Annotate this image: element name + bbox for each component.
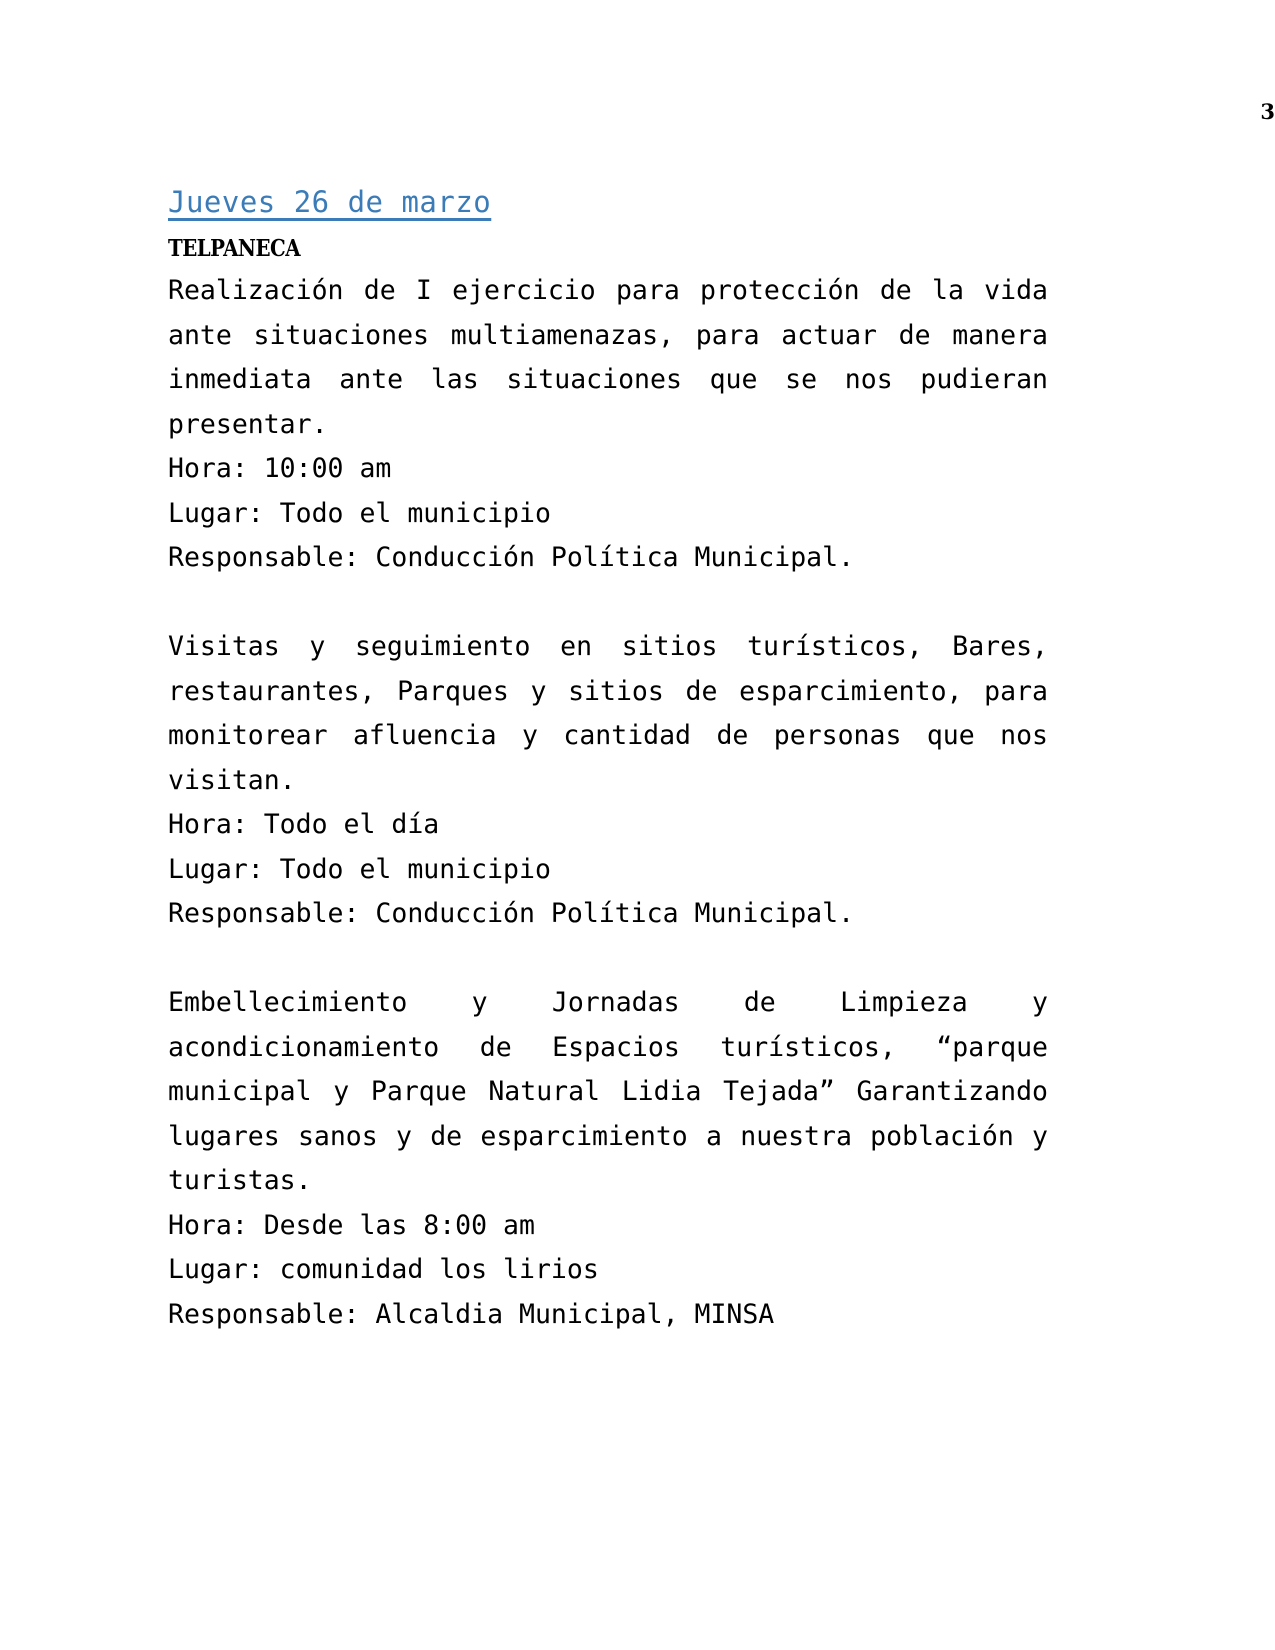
document-body — [168, 182, 1048, 1337]
activity-description: Visitas y seguimiento en sitios turísticos, Bares, restaurantes, Parques y sitios de esparcimiento, para monitorear afluencia y cantidad de personas que nos visitan. — [168, 631, 1048, 796]
activity-description: Embellecimiento y Jornadas de Limpieza y acondicionamiento de Espacios turísticos, “parque municipal y Parque Natural Lidia Tejada” Garantizando lugares sanos y de esparcimiento a nuestra población y turistas. — [168, 987, 1048, 1196]
activity-block — [168, 625, 1048, 937]
activity-responsable: Responsable: Conducción Política Municipal. — [168, 542, 855, 573]
activity-hora: Hora: 10:00 am — [168, 453, 392, 484]
activity-block — [168, 269, 1048, 581]
activity-hora: Hora: Desde las 8:00 am — [168, 1209, 535, 1241]
block-spacer — [168, 581, 1048, 626]
date-heading: Jueves 26 de marzo — [168, 185, 492, 219]
date-heading-row — [168, 182, 1048, 229]
page-number: 3 — [1260, 99, 1275, 124]
activity-description: Realización de I ejercicio para protección de la vida ante situaciones multiamenazas, para actuar de manera inmediata ante las situaciones que se nos pudieran presentar. — [168, 275, 1048, 440]
activity-lugar: Lugar: Todo el municipio — [168, 853, 551, 885]
activity-block — [168, 981, 1048, 1337]
block-spacer — [168, 937, 1048, 982]
activity-lugar: Lugar: comunidad los lirios — [168, 1254, 599, 1285]
activity-responsable: Responsable: Alcaldia Municipal, MINSA — [168, 1298, 775, 1330]
activity-responsable: Responsable: Conducción Política Municipal. — [168, 898, 855, 929]
activity-lugar: Lugar: Todo el municipio — [168, 497, 551, 529]
activity-hora: Hora: Todo el día — [168, 809, 440, 840]
municipality-title: TELPANECA — [168, 235, 301, 262]
